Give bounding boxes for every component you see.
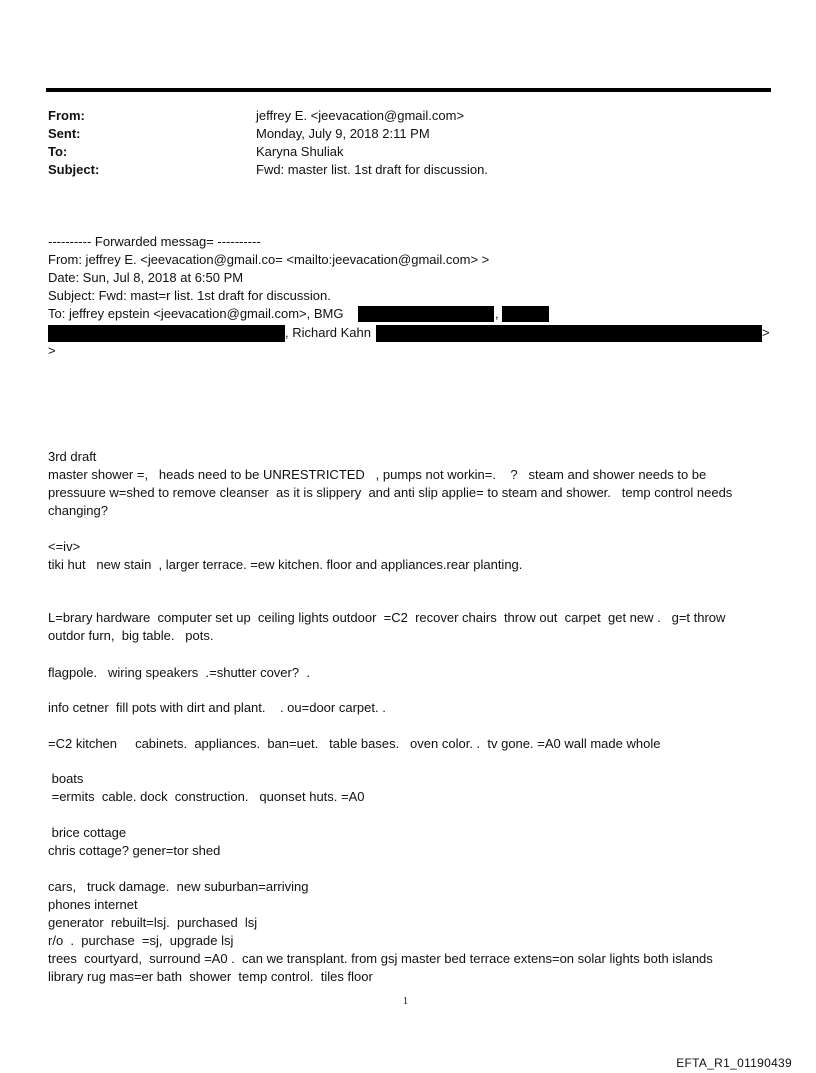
body-line: L=brary hardware computer set up ceiling lights outdoor =C2 recover chairs throw out carpet get new . g=t throw	[48, 610, 726, 625]
forward-to-line-1: To: jeffrey epstein <jeevacation@gmail.com>, BMG	[48, 306, 344, 321]
header-rule	[46, 88, 771, 92]
redaction-block	[502, 306, 549, 322]
redaction-block	[48, 325, 285, 342]
document-id: EFTA_R1_01190439	[676, 1056, 792, 1070]
body-line: boats	[48, 771, 84, 786]
body-line: pressuure w=shed to remove cleanser as it is slippery and anti slip applie= to steam and shower. temp control needs	[48, 485, 733, 500]
sent-value: Monday, July 9, 2018 2:11 PM	[256, 126, 430, 141]
body-line: =C2 kitchen cabinets. appliances. ban=uet. table bases. oven color. . tv gone. =A0 wall made whole	[48, 736, 661, 751]
from-label: From:	[48, 108, 85, 123]
forward-to-line-2: , Richard Kahn	[285, 325, 371, 340]
to-label: To:	[48, 144, 68, 159]
page-number: 1	[403, 996, 408, 1007]
forward-date: Date: Sun, Jul 8, 2018 at 6:50 PM	[48, 270, 244, 285]
subject-label: Subject:	[48, 162, 100, 177]
to-value: Karyna Shuliak	[256, 144, 344, 159]
body-line: tiki hut new stain , larger terrace. =ew kitchen. floor and appliances.rear planting.	[48, 557, 523, 572]
redaction-block	[358, 306, 494, 322]
body-line: changing?	[48, 503, 108, 518]
forward-subject: Subject: Fwd: mast=r list. 1st draft for discussion.	[48, 288, 331, 303]
body-line: generator rebuilt=lsj. purchased lsj	[48, 915, 258, 930]
forward-to-comma: ,	[495, 306, 499, 321]
redaction-block	[376, 325, 762, 342]
body-line: =ermits cable. dock construction. quonset huts. =A0	[48, 789, 365, 804]
body-line: phones internet	[48, 897, 138, 912]
subject-value: Fwd: master list. 1st draft for discussion.	[256, 162, 488, 177]
body-line: flagpole. wiring speakers .=shutter cover? .	[48, 665, 310, 680]
forward-to-line-3: >	[48, 343, 56, 358]
body-line: brice cottage	[48, 825, 127, 840]
forward-to-line-2-end: >	[762, 325, 770, 340]
from-value: jeffrey E. <jeevacation@gmail.com>	[256, 108, 465, 123]
body-line: <=iv>	[48, 539, 81, 554]
body-line: info cetner fill pots with dirt and plant. . ou=door carpet. .	[48, 700, 386, 715]
body-line: chris cottage? gener=tor shed	[48, 843, 221, 858]
body-line: library rug mas=er bath shower temp control. tiles floor	[48, 969, 373, 984]
body-line: r/o . purchase =sj, upgrade lsj	[48, 933, 234, 948]
body-line: master shower =, heads need to be UNRESTRICTED , pumps not workin=. ? steam and shower needs to be	[48, 467, 707, 482]
forward-separator: ---------- Forwarded messag= ----------	[48, 234, 261, 249]
sent-label: Sent:	[48, 126, 81, 141]
body-line: trees courtyard, surround =A0 . can we transplant. from gsj master bed terrace extens=on solar lights both islands	[48, 951, 713, 966]
body-line: outdor furn, big table. pots.	[48, 628, 214, 643]
body-line: cars, truck damage. new suburban=arriving	[48, 879, 309, 894]
body-line: 3rd draft	[48, 449, 97, 464]
forward-from: From: jeffrey E. <jeevacation@gmail.co= <mailto:jeevacation@gmail.com> >	[48, 252, 490, 267]
